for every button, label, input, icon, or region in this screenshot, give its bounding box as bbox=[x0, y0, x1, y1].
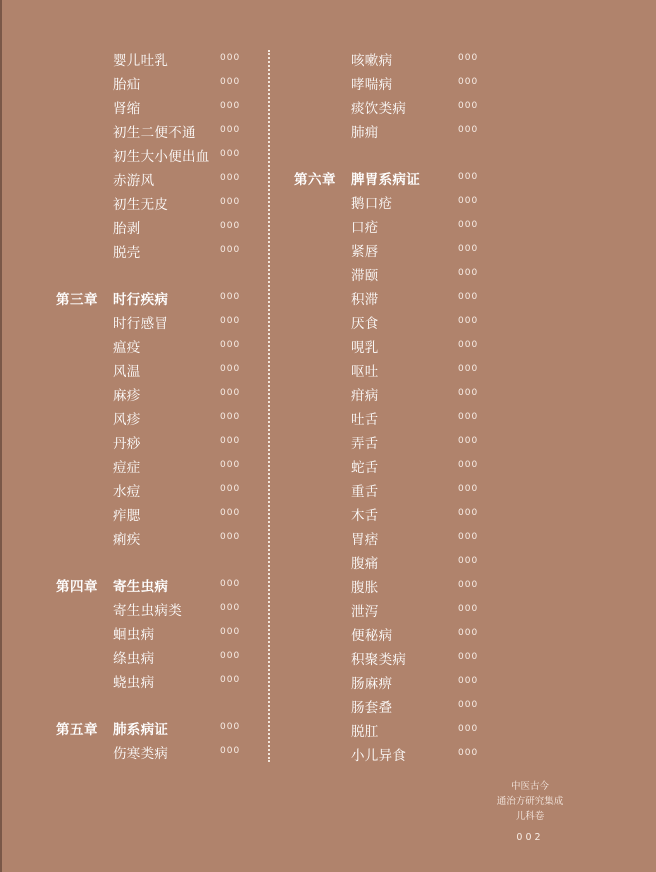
entry-title: 婴儿吐乳 bbox=[113, 53, 169, 69]
toc-entry-row[interactable] bbox=[294, 334, 494, 358]
toc-entry-row[interactable] bbox=[56, 597, 256, 621]
toc-entry-row[interactable] bbox=[294, 430, 494, 454]
entry-title: 重舌 bbox=[351, 484, 379, 500]
toc-entry-row[interactable] bbox=[56, 645, 256, 669]
entry-page-number: 000 bbox=[458, 364, 479, 374]
entry-title: 绦虫病 bbox=[113, 651, 155, 667]
toc-entry-row[interactable] bbox=[294, 454, 494, 478]
entry-page-number: 000 bbox=[458, 556, 479, 566]
entry-page-number: 000 bbox=[458, 101, 479, 111]
entry-page-number: 000 bbox=[220, 340, 241, 350]
entry-page-number: 000 bbox=[458, 316, 479, 326]
entry-page-number: 000 bbox=[220, 245, 241, 255]
entry-page-number: 000 bbox=[458, 628, 479, 638]
entry-title: 吐舌 bbox=[351, 412, 379, 428]
entry-title: 厌食 bbox=[351, 316, 379, 332]
entry-page-number: 000 bbox=[220, 388, 241, 398]
chapter-title: 脾胃系病证 bbox=[351, 172, 420, 188]
toc-entry-row[interactable] bbox=[294, 262, 494, 286]
toc-entry-row[interactable] bbox=[294, 670, 494, 694]
entry-page-number: 000 bbox=[220, 149, 241, 159]
entry-title: 痢疾 bbox=[113, 532, 141, 548]
toc-entry-row[interactable] bbox=[294, 742, 494, 766]
toc-entry-row[interactable] bbox=[294, 214, 494, 238]
toc-gap bbox=[56, 693, 256, 716]
entry-page-number: 000 bbox=[220, 746, 241, 756]
entry-title: 痰饮类病 bbox=[351, 101, 407, 117]
entry-page-number: 000 bbox=[220, 292, 241, 302]
entry-page-number: 000 bbox=[220, 125, 241, 135]
entry-page-number: 000 bbox=[458, 676, 479, 686]
footer-volume-title: 儿科卷 bbox=[515, 811, 545, 822]
entry-page-number: 000 bbox=[458, 125, 479, 135]
toc-entry-row[interactable] bbox=[56, 478, 256, 502]
entry-page-number: 000 bbox=[220, 508, 241, 518]
entry-page-number: 000 bbox=[220, 532, 241, 542]
entry-title: 小儿异食 bbox=[351, 748, 407, 764]
toc-entry-row[interactable] bbox=[294, 238, 494, 262]
toc-entry-row[interactable] bbox=[294, 310, 494, 334]
entry-title: 脱壳 bbox=[113, 245, 141, 261]
entry-page-number: 000 bbox=[458, 268, 479, 278]
entry-title: 蛔虫病 bbox=[113, 627, 155, 643]
entry-page-number: 000 bbox=[458, 388, 479, 398]
toc-entry-row[interactable] bbox=[56, 334, 256, 358]
entry-page-number: 000 bbox=[220, 651, 241, 661]
entry-page-number: 000 bbox=[458, 652, 479, 662]
toc-left-column bbox=[56, 47, 256, 764]
entry-page-number: 000 bbox=[220, 579, 241, 589]
entry-page-number: 000 bbox=[458, 220, 479, 230]
entry-page-number: 000 bbox=[458, 77, 479, 87]
entry-title: 风温 bbox=[113, 364, 141, 380]
toc-entry-row[interactable] bbox=[56, 215, 256, 239]
toc-entry-row[interactable] bbox=[56, 47, 256, 71]
entry-title: 哮喘病 bbox=[351, 77, 393, 93]
toc-entry-row[interactable] bbox=[294, 358, 494, 382]
entry-title: 时行感冒 bbox=[113, 316, 169, 332]
chapter-title: 寄生虫病 bbox=[113, 579, 169, 595]
entry-title: 胎疝 bbox=[113, 77, 141, 93]
toc-entry-row[interactable] bbox=[294, 502, 494, 526]
toc-entry-row[interactable] bbox=[294, 71, 494, 95]
entry-page-number: 000 bbox=[220, 364, 241, 374]
toc-gap bbox=[56, 263, 256, 286]
toc-entry-row[interactable] bbox=[56, 454, 256, 478]
entry-page-number: 000 bbox=[458, 436, 479, 446]
entry-title: 滞颐 bbox=[351, 268, 379, 284]
entry-title: 痘症 bbox=[113, 460, 141, 476]
entry-title: 痄腮 bbox=[113, 508, 141, 524]
toc-entry-row[interactable] bbox=[294, 718, 494, 742]
entry-page-number: 000 bbox=[458, 53, 479, 63]
entry-page-number: 000 bbox=[220, 53, 241, 63]
entry-title: 伤寒类病 bbox=[113, 746, 169, 762]
entry-title: 泄泻 bbox=[351, 604, 379, 620]
entry-page-number: 000 bbox=[220, 101, 241, 111]
footer-page-number: 002 bbox=[516, 832, 544, 843]
toc-entry-row[interactable] bbox=[294, 574, 494, 598]
toc-chapter-row[interactable] bbox=[56, 286, 256, 310]
entry-title: 肾缩 bbox=[113, 101, 141, 117]
toc-entry-row[interactable] bbox=[56, 430, 256, 454]
entry-title: 肠麻痹 bbox=[351, 676, 393, 692]
entry-page-number: 000 bbox=[458, 460, 479, 470]
entry-title: 积聚类病 bbox=[351, 652, 407, 668]
entry-page-number: 000 bbox=[220, 197, 241, 207]
toc-entry-row[interactable] bbox=[56, 167, 256, 191]
toc-entry-row[interactable] bbox=[294, 694, 494, 718]
entry-page-number: 000 bbox=[220, 603, 241, 613]
entry-title: 丹痧 bbox=[113, 436, 141, 452]
toc-entry-row[interactable] bbox=[56, 239, 256, 263]
entry-page-number: 000 bbox=[458, 724, 479, 734]
entry-title: 弄舌 bbox=[351, 436, 379, 452]
entry-page-number: 000 bbox=[458, 604, 479, 614]
toc-gap bbox=[56, 550, 256, 573]
entry-title: 水痘 bbox=[113, 484, 141, 500]
toc-entry-row[interactable] bbox=[294, 95, 494, 119]
toc-entry-row[interactable] bbox=[56, 502, 256, 526]
entry-title: 咳嗽病 bbox=[351, 53, 393, 69]
entry-title: 蛲虫病 bbox=[113, 675, 155, 691]
chapter-number: 第五章 bbox=[56, 722, 98, 738]
entry-title: 脱肛 bbox=[351, 724, 379, 740]
entry-title: 肠套叠 bbox=[351, 700, 393, 716]
entry-page-number: 000 bbox=[458, 196, 479, 206]
entry-title: 赤游风 bbox=[113, 173, 155, 189]
entry-page-number: 000 bbox=[458, 532, 479, 542]
entry-page-number: 000 bbox=[458, 172, 479, 182]
entry-title: 初生无皮 bbox=[113, 197, 169, 213]
entry-page-number: 000 bbox=[458, 748, 479, 758]
entry-page-number: 000 bbox=[220, 675, 241, 685]
toc-chapter-row[interactable] bbox=[56, 573, 256, 597]
toc-entry-row[interactable] bbox=[294, 47, 494, 71]
entry-page-number: 000 bbox=[220, 627, 241, 637]
toc-entry-row[interactable] bbox=[56, 382, 256, 406]
entry-page-number: 000 bbox=[220, 484, 241, 494]
chapter-title: 时行疾病 bbox=[113, 292, 169, 308]
toc-gap bbox=[294, 143, 494, 166]
toc-entry-row[interactable] bbox=[56, 406, 256, 430]
page-left-edge bbox=[0, 0, 2, 872]
toc-entry-row[interactable] bbox=[294, 119, 494, 143]
toc-entry-row[interactable] bbox=[56, 358, 256, 382]
entry-page-number: 000 bbox=[220, 460, 241, 470]
entry-title: 初生大小便出血 bbox=[113, 149, 210, 165]
entry-title: 胃痞 bbox=[351, 532, 379, 548]
toc-entry-row[interactable] bbox=[294, 478, 494, 502]
entry-title: 初生二便不通 bbox=[113, 125, 196, 141]
toc-entry-row[interactable] bbox=[56, 526, 256, 550]
entry-page-number: 000 bbox=[458, 700, 479, 710]
entry-page-number: 000 bbox=[220, 221, 241, 231]
footer-book-title: 通治方研究集成 bbox=[496, 796, 564, 807]
entry-title: 腹痛 bbox=[351, 556, 379, 572]
toc-entry-row[interactable] bbox=[56, 143, 256, 167]
page-footer bbox=[470, 779, 590, 845]
entry-title: 鹅口疮 bbox=[351, 196, 393, 212]
entry-page-number: 000 bbox=[458, 340, 479, 350]
toc-entry-row[interactable] bbox=[294, 382, 494, 406]
toc-right-column bbox=[294, 47, 494, 766]
toc-entry-row[interactable] bbox=[56, 740, 256, 764]
entry-page-number: 000 bbox=[458, 292, 479, 302]
toc-chapter-row[interactable] bbox=[294, 166, 494, 190]
entry-title: 木舌 bbox=[351, 508, 379, 524]
chapter-number: 第四章 bbox=[56, 579, 98, 595]
toc-entry-row[interactable] bbox=[294, 550, 494, 574]
entry-title: 口疮 bbox=[351, 220, 379, 236]
toc-entry-row[interactable] bbox=[294, 622, 494, 646]
entry-page-number: 000 bbox=[458, 580, 479, 590]
entry-title: 呕吐 bbox=[351, 364, 379, 380]
entry-title: 瘟疫 bbox=[113, 340, 141, 356]
toc-entry-row[interactable] bbox=[56, 191, 256, 215]
entry-page-number: 000 bbox=[220, 77, 241, 87]
entry-page-number: 000 bbox=[458, 484, 479, 494]
toc-entry-row[interactable] bbox=[294, 646, 494, 670]
entry-page-number: 000 bbox=[220, 436, 241, 446]
entry-title: 疳病 bbox=[351, 388, 379, 404]
entry-page-number: 000 bbox=[220, 412, 241, 422]
entry-title: 肺痈 bbox=[351, 125, 379, 141]
entry-title: 蛇舌 bbox=[351, 460, 379, 476]
entry-title: 麻疹 bbox=[113, 388, 141, 404]
entry-title: 风疹 bbox=[113, 412, 141, 428]
entry-title: 寄生虫病类 bbox=[113, 603, 182, 619]
toc-entry-row[interactable] bbox=[56, 71, 256, 95]
chapter-number: 第六章 bbox=[294, 172, 336, 188]
entry-page-number: 000 bbox=[458, 508, 479, 518]
entry-title: 便秘病 bbox=[351, 628, 393, 644]
column-divider bbox=[268, 50, 270, 762]
chapter-number: 第三章 bbox=[56, 292, 98, 308]
toc-entry-row[interactable] bbox=[56, 119, 256, 143]
entry-page-number: 000 bbox=[458, 244, 479, 254]
entry-title: 积滞 bbox=[351, 292, 379, 308]
entry-page-number: 000 bbox=[220, 173, 241, 183]
entry-page-number: 000 bbox=[458, 412, 479, 422]
toc-chapter-row[interactable] bbox=[56, 716, 256, 740]
toc-entry-row[interactable] bbox=[294, 598, 494, 622]
chapter-title: 肺系病证 bbox=[113, 722, 169, 738]
toc-entry-row[interactable] bbox=[56, 95, 256, 119]
toc-entry-row[interactable] bbox=[294, 190, 494, 214]
entry-title: 紧唇 bbox=[351, 244, 379, 260]
entry-page-number: 000 bbox=[220, 316, 241, 326]
toc-entry-row[interactable] bbox=[294, 286, 494, 310]
toc-entry-row[interactable] bbox=[56, 669, 256, 693]
entry-page-number: 000 bbox=[220, 722, 241, 732]
entry-title: 胎剥 bbox=[113, 221, 141, 237]
toc-entry-row[interactable] bbox=[56, 310, 256, 334]
toc-entry-row[interactable] bbox=[294, 526, 494, 550]
toc-entry-row[interactable] bbox=[56, 621, 256, 645]
toc-entry-row[interactable] bbox=[294, 406, 494, 430]
entry-title: 腹胀 bbox=[351, 580, 379, 596]
footer-series-title: 中医古今 bbox=[510, 781, 549, 792]
entry-title: 哯乳 bbox=[351, 340, 379, 356]
